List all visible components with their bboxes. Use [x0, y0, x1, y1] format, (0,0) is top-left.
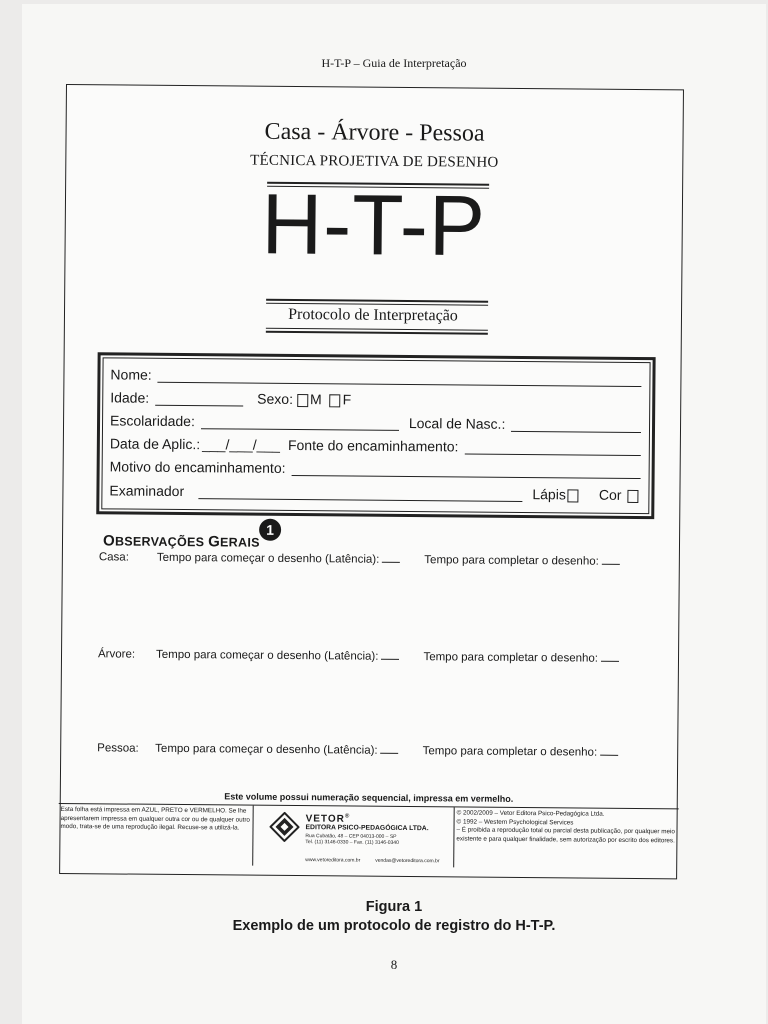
- identification-box: [96, 352, 655, 519]
- escolaridade-label: Escolaridade:: [109, 412, 195, 430]
- completar-field[interactable]: [602, 564, 620, 565]
- publisher-info: [305, 812, 428, 846]
- book-page: [22, 4, 766, 1024]
- publisher-subtitle: EDITORA PSICO-PEDAGÓGICA LTDA.: [305, 824, 429, 833]
- fonte-label: Fonte do encaminhamento:: [287, 436, 459, 455]
- sexo-m-checkbox[interactable]: [297, 394, 308, 407]
- publisher-address: Rua Cubatão, 48 – CEP 04013-000 – SP: [305, 832, 397, 840]
- identification-fields: [101, 357, 650, 514]
- publisher-site[interactable]: www.vetoreditora.com.br: [305, 857, 361, 864]
- escolaridade-field[interactable]: [201, 414, 399, 431]
- obs-label: Árvore:: [97, 648, 136, 661]
- data-aplic-field[interactable]: ___/___/___: [202, 436, 281, 453]
- figure-label: Figura 1: [365, 899, 423, 915]
- observacoes-title: OBSERVAÇÕES GERAIS: [102, 532, 260, 551]
- sexo-m-label: M: [309, 391, 322, 408]
- examinador-field[interactable]: [198, 484, 522, 502]
- form-footer: [58, 803, 679, 869]
- print-warning: Esta folha está impressa em AZUL, PRETO e VERMELHO. Se lhe apresentarem impressa em qualquer outra cor ou de qualquer outro modo, trata-se de uma reprodução ilegal. Recuse-se a utilizá-la.: [58, 804, 254, 866]
- completar-label: Tempo para completar o desenho:: [422, 745, 598, 759]
- motivo-label: Motivo do encaminhamento:: [109, 458, 286, 476]
- cor-checkbox[interactable]: [627, 490, 638, 503]
- idade-field[interactable]: [155, 391, 243, 407]
- idade-label: Idade:: [110, 389, 150, 406]
- completar-label: Tempo para completar o desenho:: [423, 651, 599, 665]
- obs-label: Casa:: [98, 551, 129, 564]
- completar-label: Tempo para completar o desenho:: [424, 554, 599, 568]
- latencia-label: Tempo para começar o desenho (Latência):: [155, 742, 378, 757]
- fonte-field[interactable]: [464, 439, 641, 456]
- cor-label: Cor: [598, 486, 622, 503]
- latencia-field[interactable]: [381, 753, 399, 754]
- divider: [266, 331, 488, 335]
- vetor-logo-icon: [269, 812, 299, 842]
- local-nasc-field[interactable]: [511, 417, 641, 433]
- obs-row-pessoa: [97, 742, 637, 759]
- copyright-line: © 1992 – Western Psychological Services: [456, 818, 574, 827]
- sexo-f-label: F: [342, 391, 352, 408]
- sexo-label: Sexo:: [257, 390, 294, 407]
- copyright-block: [454, 807, 679, 869]
- sequential-number-notice: Este volume possui numeração sequencial, impressa em vermelho.: [224, 791, 514, 804]
- latencia-label: Tempo para começar o desenho (Latência):: [156, 551, 380, 566]
- nome-field[interactable]: [158, 368, 642, 387]
- protocol-title: Protocolo de Interpretação: [288, 305, 458, 325]
- latencia-field[interactable]: [381, 659, 399, 660]
- examinador-label: Examinador: [109, 482, 185, 500]
- completar-field[interactable]: [600, 755, 618, 756]
- running-header: H-T-P – Guia de Interpretação: [321, 56, 467, 70]
- publisher-block: [253, 806, 455, 868]
- copyright-line: – É proibida a reprodução total ou parcial desta publicação, por qualquer meio existente e para qualquer finalidade, sem autorização por escrito dos editores.: [456, 826, 675, 845]
- sexo-f-checkbox[interactable]: [330, 394, 341, 407]
- lapis-checkbox[interactable]: [568, 489, 579, 502]
- htp-logo: H-T-P: [261, 175, 487, 274]
- motivo-field[interactable]: [291, 461, 640, 479]
- page-number: 8: [390, 957, 398, 972]
- latencia-field[interactable]: [382, 562, 400, 563]
- form-title: Casa - Árvore - Pessoa: [264, 118, 485, 147]
- lapis-label: Lápis: [532, 486, 566, 503]
- obs-row-arvore: [98, 648, 638, 665]
- publisher-email[interactable]: vendas@vetoreditora.com.br: [375, 857, 440, 865]
- publisher-phone: Tel. (11) 3146-0330 – Fax. (11) 3146-0340: [305, 838, 399, 846]
- obs-label: Pessoa:: [97, 742, 139, 755]
- local-nasc-label: Local de Nasc.:: [408, 415, 506, 432]
- copyright-line: © 2002/2009 – Vetor Editora Psico-Pedagógica Ltda.: [456, 809, 605, 818]
- data-aplic-label: Data de Aplic.:: [109, 435, 201, 453]
- figure-caption: Exemplo de um protocolo de registro do H-T-P.: [232, 918, 556, 934]
- publisher-name: VETOR®: [305, 813, 351, 825]
- form-subtitle: TÉCNICA PROJETIVA DE DESENHO: [250, 152, 499, 171]
- completar-field[interactable]: [601, 661, 619, 662]
- latencia-label: Tempo para começar o desenho (Latência):: [155, 648, 379, 663]
- htp-protocol-form: [59, 84, 684, 879]
- section-number-badge: 1: [259, 519, 281, 541]
- obs-row-casa: [99, 551, 639, 568]
- nome-label: Nome:: [110, 366, 152, 383]
